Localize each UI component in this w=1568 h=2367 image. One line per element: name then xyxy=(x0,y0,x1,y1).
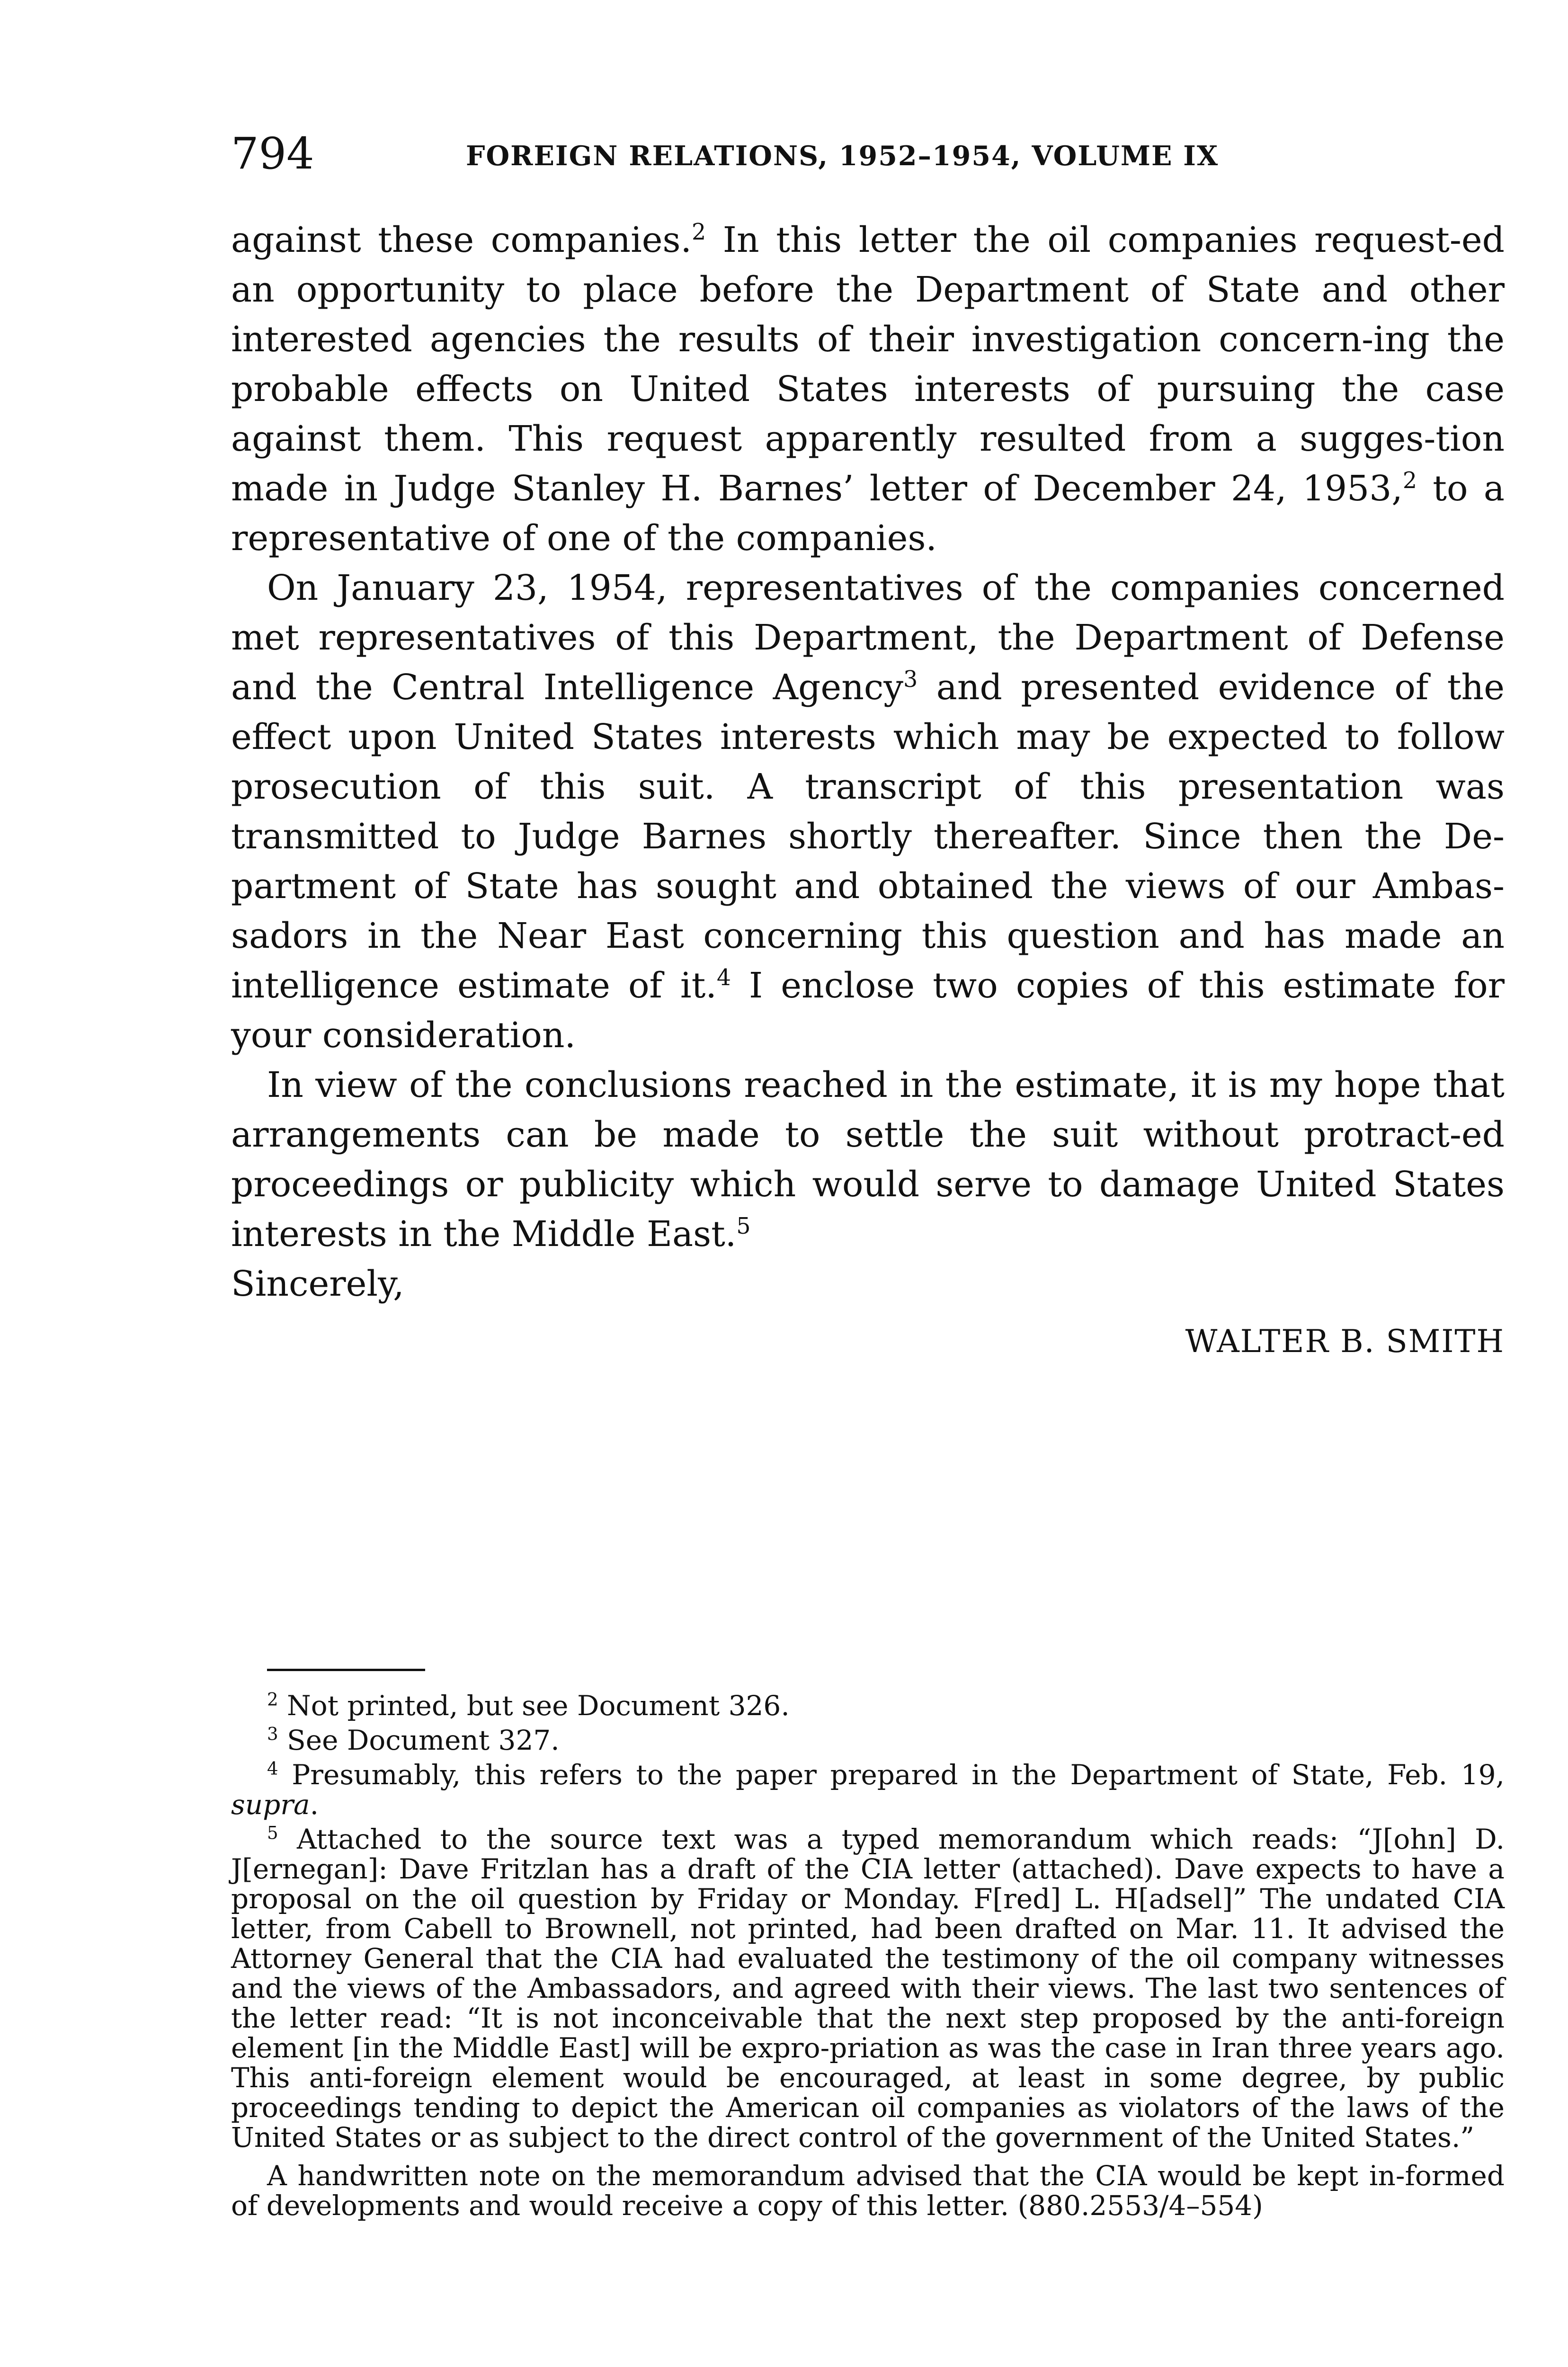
footnote-4-marker: 4 xyxy=(267,1758,278,1779)
letter-body xyxy=(231,215,1505,1366)
footnote-4-end: . xyxy=(310,1789,319,1821)
footnote-2 xyxy=(231,1691,1505,1721)
footnote-2-text: Not printed, but see Document 326. xyxy=(278,1690,790,1722)
page-header xyxy=(231,128,1505,180)
footnote-5-text: Attached to the source text was a typed memorandum which reads: “J[ohn] D. J[ernegan]: Dave Fritzlan has a draft of the CIA letter (attached). Dave expects to have a proposal on the oil question by Friday or Monday. F[red] L. H[adsel]” The undated CIA letter, from Cabell to Brownell, not printed, had been drafted on Mar. 11. It advised the Attorney General that the CIA had evaluated the testimony of the oil company witnesses and the views of the Ambassadors, and agreed with their views. The last two sentences of the letter read: “It is not inconceivable that the next step proposed by the anti-foreign element [in the Middle East] will be expro-priation as was the case in Iran three years ago. This anti-foreign element would be encouraged, at least in some degree, by public proceedings tending to depict the American oil companies as violators of the laws of the United States or as subject to the direct control of the government of the United States.” xyxy=(231,1823,1505,2153)
paragraph-2-text-middle: and presented evidence of the effect upon United States interests which may be expected to follow prosecution of this suit. A transcript of this presentation was transmitted to Judge Barnes shortly thereafter. Since then the De-partment of State has sought and obtained the views of our Ambas-sadors in the Near East concerning this question and has made an intelligence estimate of it. xyxy=(231,667,1505,1006)
letter-closing: Sincerely, xyxy=(231,1264,404,1304)
footnote-reference-3: 3 xyxy=(903,666,918,693)
paragraph-2-text-end: I enclose two copies of this estimate for your consideration. xyxy=(231,965,1505,1056)
footnote-reference-5: 5 xyxy=(736,1213,751,1239)
body-paragraph-3 xyxy=(231,1060,1505,1259)
footnote-reference-2: 2 xyxy=(692,219,706,245)
footnote-2-marker: 2 xyxy=(267,1689,278,1710)
footnote-5-marker: 5 xyxy=(267,1823,278,1843)
running-title: FOREIGN RELATIONS, 1952–1954, VOLUME IX xyxy=(466,140,1219,172)
footnote-5 xyxy=(231,1824,1505,2153)
paragraph-1-text-start: against these companies. xyxy=(231,220,692,260)
paragraph-3-text: In view of the conclusions reached in the estimate, it is my hope that arrangements can be made to settle the suit without protract-ed proceedings or publicity which would serve to damage United States interests in the Middle East. xyxy=(231,1065,1505,1255)
body-paragraph-1 xyxy=(231,215,1505,563)
paragraph-1-text-end: to a representative of one of the companies. xyxy=(231,468,1505,559)
footnote-3 xyxy=(231,1726,1505,1755)
footnote-3-text: See Document 327. xyxy=(278,1724,560,1756)
paragraph-2-text-start: On January 23, 1954, representatives of the companies concerned met representatives of this Department, the Department of Defense and the Central Intelligence Agency xyxy=(231,568,1505,708)
footnote-reference-2-second: 2 xyxy=(1402,467,1417,494)
footnote-4 xyxy=(231,1760,1505,1820)
paragraph-1-text-middle: In this letter the oil companies request-ed an opportunity to place before the Department of State and other interested agencies the results of their investigation concern-ing the probable effects on United States interests of pursuing the case against them. This request apparently resulted from a sugges-tion made in Judge Stanley H. Barnes’ letter of December 24, 1953, xyxy=(231,220,1505,509)
footnote-4-supra: supra xyxy=(231,1789,310,1821)
body-paragraph-2 xyxy=(231,563,1505,1060)
footnotes-section xyxy=(231,1691,1505,2225)
footnote-3-marker: 3 xyxy=(267,1724,278,1744)
footnote-divider xyxy=(267,1669,425,1671)
signature-name: WALTER B. SMITH xyxy=(1185,1323,1505,1360)
handwritten-note-paragraph: A handwritten note on the memorandum advised that the CIA would be kept in-formed of developments and would receive a copy of this letter. (880.2553/4–554) xyxy=(231,2160,1505,2222)
page-number: 794 xyxy=(231,128,314,179)
footnote-4-text: Presumably, this refers to the paper prepared in the Department of State, Feb. 19, xyxy=(278,1759,1505,1791)
footnote-reference-4: 4 xyxy=(716,964,731,991)
